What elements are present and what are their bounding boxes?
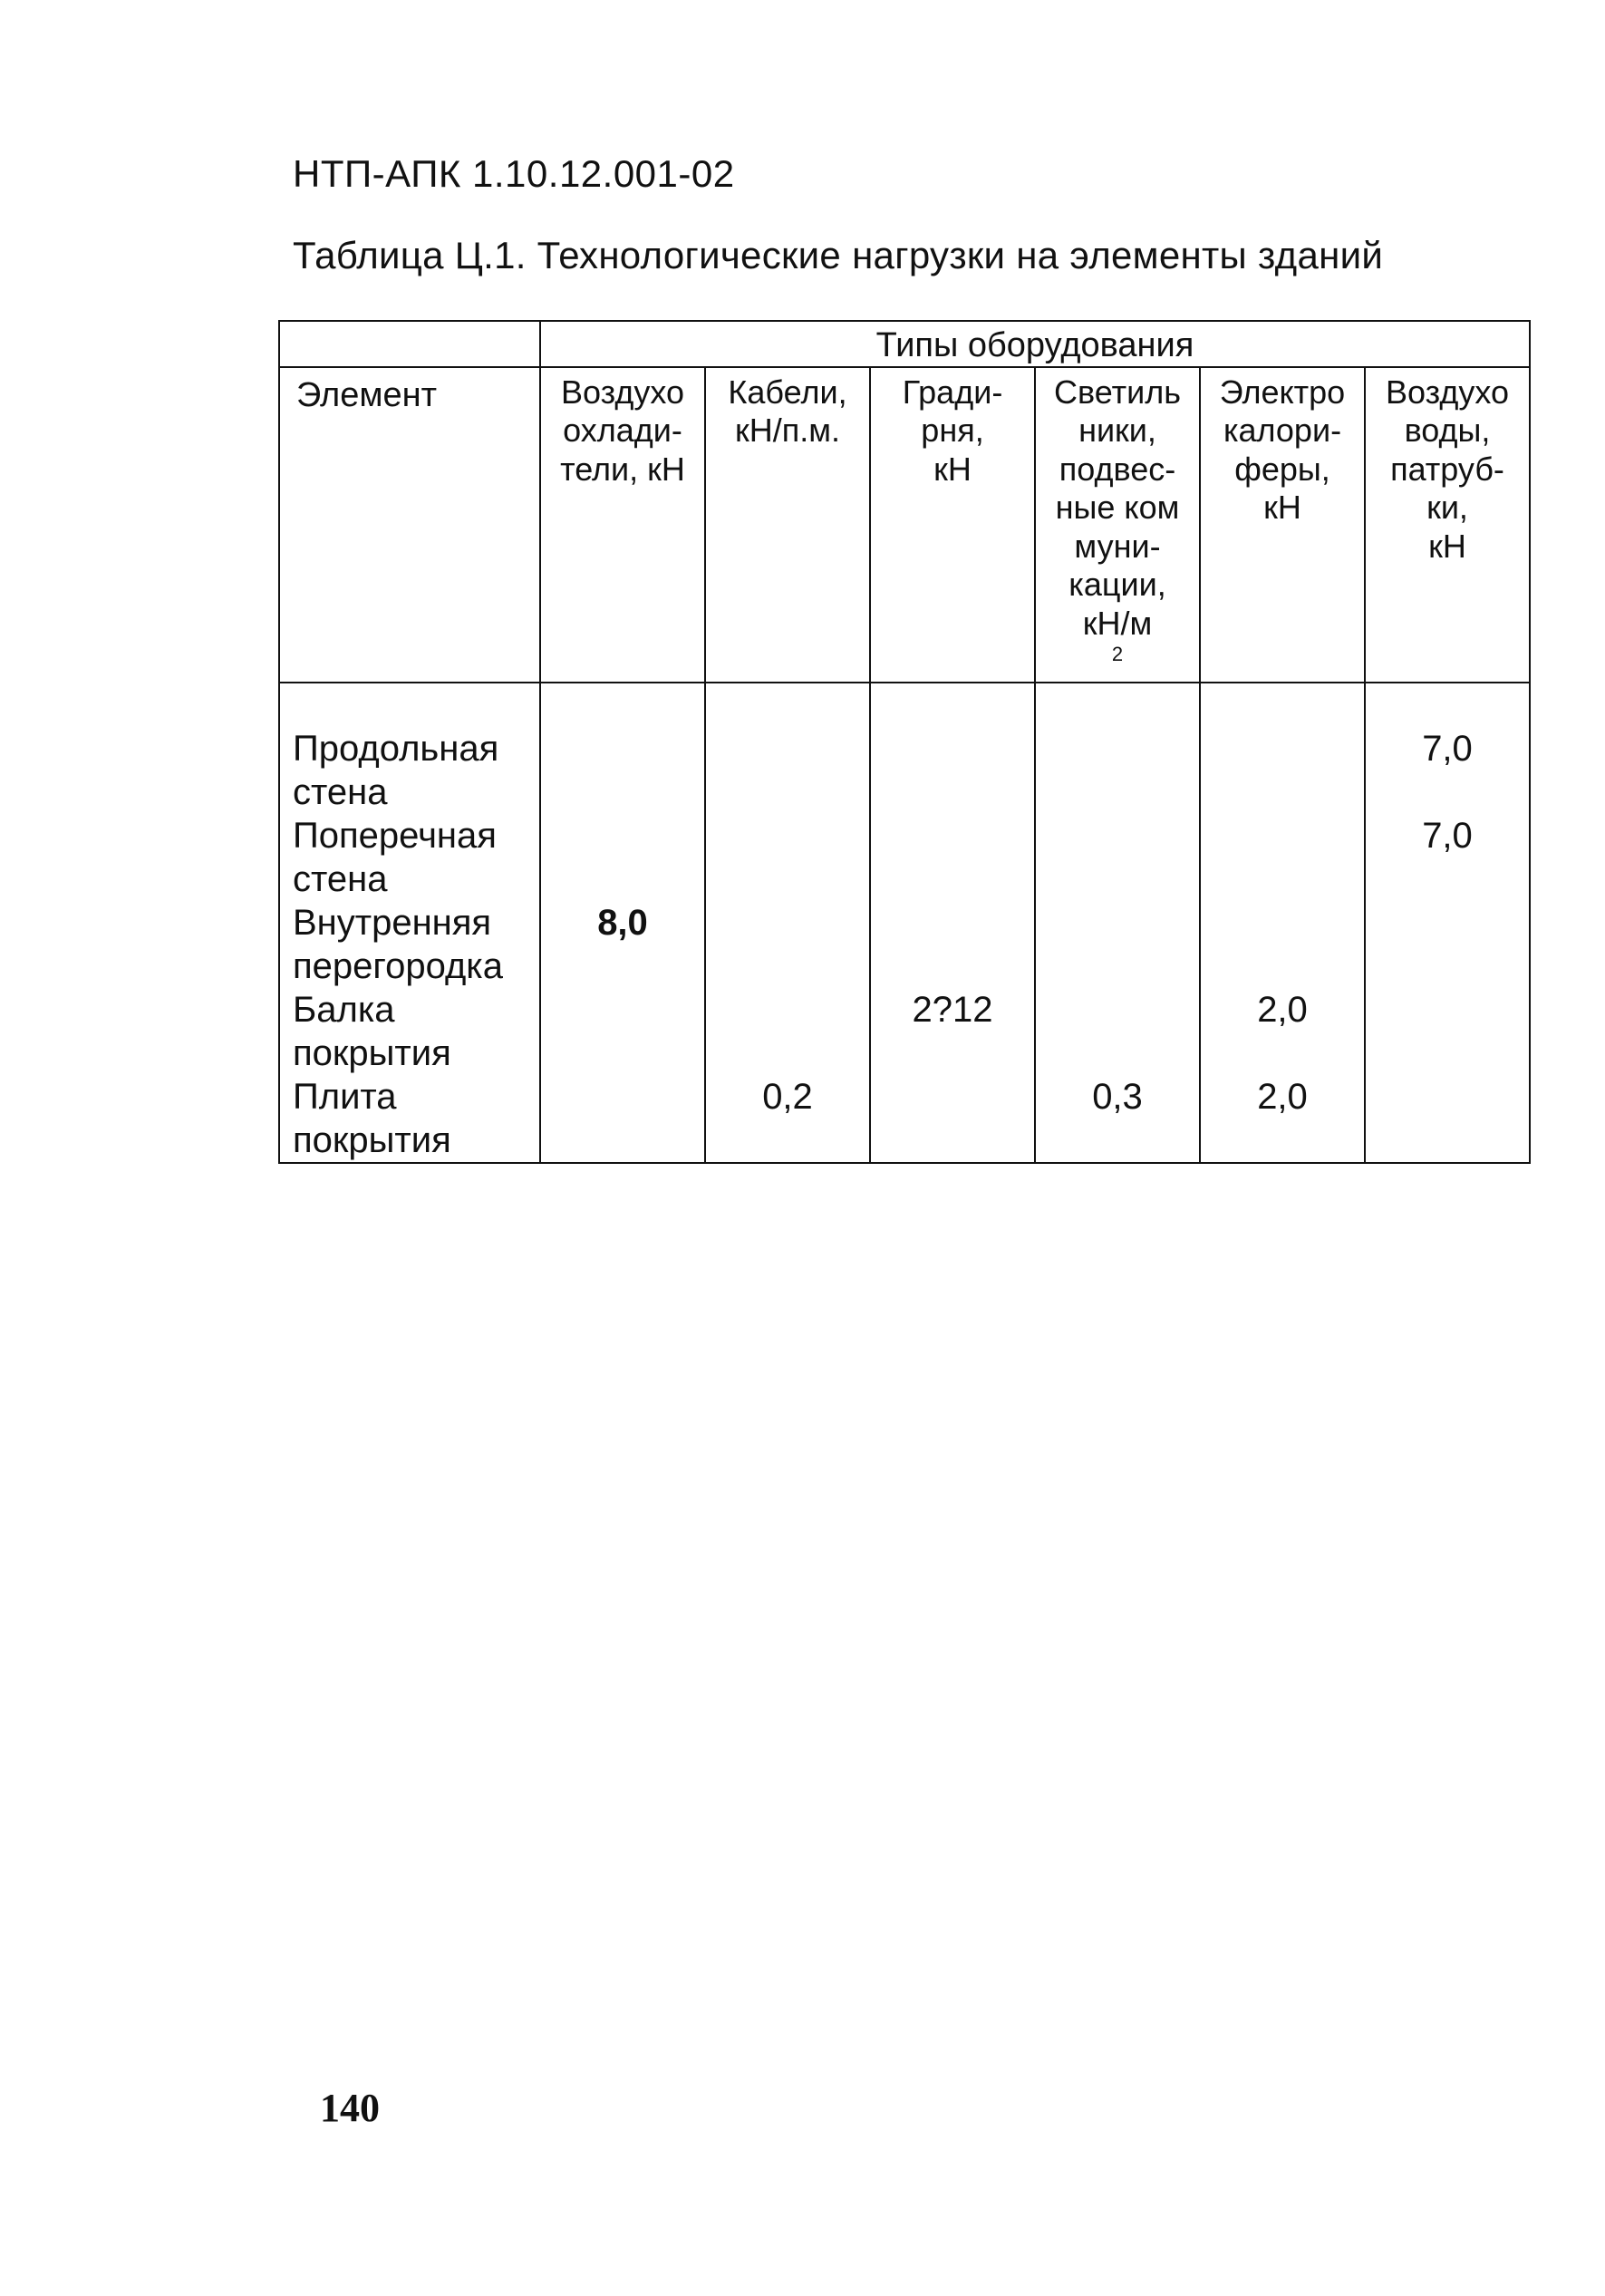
element-inner-partition: Внутренняя перегородка [293, 902, 503, 986]
air-ducts-values-cell [1365, 683, 1530, 1163]
value-cooling-tower: 2?12 [912, 989, 993, 1030]
value-cables: 0,2 [762, 1076, 813, 1117]
element-list-cell [279, 683, 540, 1163]
column-header-air-coolers: Воздухо охлади- тели, кН [540, 367, 705, 683]
document-code: НТП-АПК 1.10.12.001-02 [293, 152, 735, 195]
value-electric-heaters-beam: 2,0 [1257, 989, 1308, 1030]
table-title: Таблица Ц.1. Технологические нагрузки на элементы зданий [293, 234, 1384, 276]
page-number: 140 [320, 2086, 380, 2130]
column-header-electric-heaters: Электро калори- феры, кН [1200, 367, 1365, 683]
value-lamps: 0,3 [1092, 1076, 1143, 1117]
empty-corner-cell [279, 321, 540, 367]
column-header-cooling-tower: Гради- рня, кН [870, 367, 1035, 683]
cooling-tower-values-cell [870, 683, 1035, 1163]
column-header-cables: Кабели, кН/п.м. [705, 367, 870, 683]
cables-values-cell [705, 683, 870, 1163]
value-air-ducts-long-wall: 7,0 [1422, 728, 1473, 769]
equipment-types-header: Типы оборудования [540, 321, 1530, 367]
element-column-header: Элемент [279, 367, 540, 683]
unit-superscript: 2 [1111, 643, 1124, 666]
lamps-values-cell [1035, 683, 1200, 1163]
element-longitudinal-wall: Продольная стена [293, 728, 499, 812]
element-roof-beam: Балка покрытия [293, 989, 451, 1073]
column-header-air-ducts: Воздухо воды, патруб- ки, кН [1365, 367, 1530, 683]
value-air-ducts-cross-wall: 7,0 [1422, 815, 1473, 856]
element-transverse-wall: Поперечная стена [293, 815, 497, 899]
electric-heaters-values-cell [1200, 683, 1365, 1163]
value-air-coolers: 8,0 [597, 902, 648, 943]
element-roof-slab: Плита покрытия [293, 1076, 451, 1160]
column-header-lamps: Светиль ники, подвес- ные ком муни- кации, кН/м $^2$ [1035, 367, 1200, 683]
value-electric-heaters-slab: 2,0 [1257, 1076, 1308, 1117]
loads-table [278, 320, 1531, 1164]
air-coolers-values-cell [540, 683, 705, 1163]
